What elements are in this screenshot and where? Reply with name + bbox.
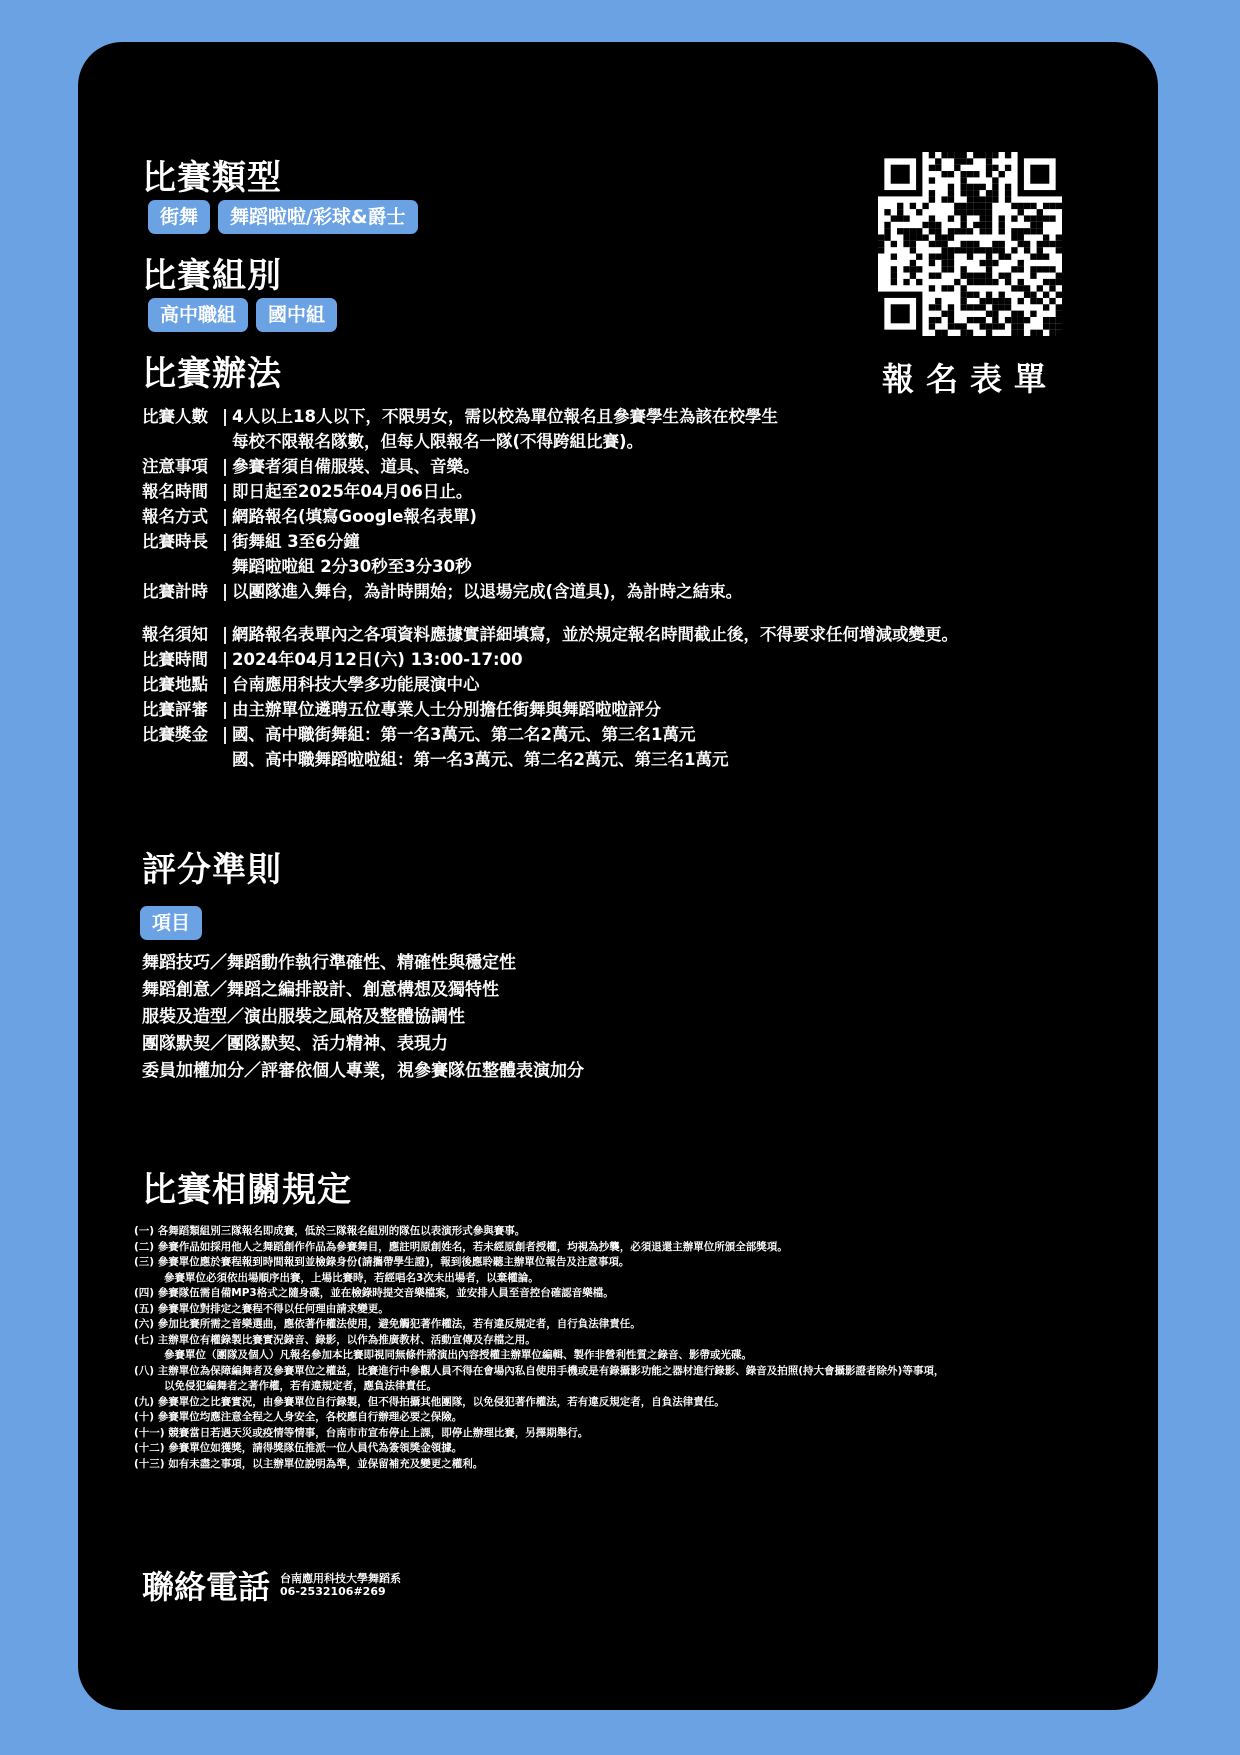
regulation-item: (七) 主辦單位有權錄製比賽實況錄音、錄影，以作為推廣教材、活動宣傳及存檔之用。: [134, 1333, 536, 1346]
rule-row: 比賽時長 | 街舞組 3至6分鐘: [142, 532, 360, 551]
regulation-item: (十三) 如有未盡之事項，以主辦單位說明為準，並保留補充及變更之權利。: [134, 1457, 484, 1470]
regulation-item: (二) 參賽作品如採用他人之舞蹈創作作品為參賽舞目，應註明原創姓名，若未經原創者授權，均視為抄襲，必須退還主辦單位所頒全部獎項。: [134, 1240, 788, 1253]
tag-cheer-jazz: 舞蹈啦啦/彩球&爵士: [218, 200, 418, 234]
competition-group-tags: [148, 298, 337, 332]
regulation-item: (九) 參賽單位之比賽實況，由參賽單位自行錄製，但不得拍攝其他團隊，以免侵犯著作權法，若有違反規定者，自負法律責任。: [134, 1395, 725, 1408]
rule-row: 比賽獎金 | 國、高中職街舞組：第一名3萬元、第二名2萬元、第三名1萬元: [142, 725, 696, 744]
criteria-item: 舞蹈創意／舞蹈之編排設計、創意構想及獨特性: [142, 980, 499, 1000]
rule-row: 舞蹈啦啦組 2分30秒至3分30秒: [232, 557, 472, 576]
poster-card: [78, 42, 1158, 1710]
rule-row: 比賽地點 | 台南應用科技大學多功能展演中心: [142, 675, 480, 694]
rule-row: 比賽評審 | 由主辦單位遴聘五位專業人士分別擔任街舞與舞蹈啦啦評分: [142, 700, 661, 719]
regulation-item: (一) 各舞蹈類組別三隊報名即成賽，低於三隊報名組別的隊伍以表演形式參與賽事。: [134, 1225, 526, 1237]
scoring-tags: [140, 906, 202, 940]
competition-type-tags: [148, 200, 418, 234]
regulation-item: (五) 參賽單位對排定之賽程不得以任何理由請求變更。: [134, 1302, 389, 1315]
competition-type-heading: 比賽類型: [142, 158, 282, 198]
rule-row: 報名方式 | 網路報名(填寫Google報名表單): [142, 507, 477, 526]
rule-row: 比賽時間 | 2024年04月12日(六) 13:00-17:00: [142, 650, 523, 669]
criteria-item: 服裝及造型／演出服裝之風格及整體協調性: [142, 1007, 465, 1027]
rule-row: 報名須知 | 網路報名表單內之各項資料應據實詳細填寫，並於規定報名時間截止後，不得要求任何增減或變更。: [142, 625, 958, 644]
regulation-item: (十) 參賽單位均應注意全程之人身安全，各校應自行辦理必要之保險。: [134, 1411, 463, 1423]
rule-row: 每校不限報名隊數，但每人限報名一隊(不得跨組比賽)。: [232, 432, 644, 451]
method-rules: [142, 404, 1122, 772]
method-heading: 比賽辦法: [142, 354, 282, 394]
scoring-heading: 評分準則: [142, 850, 282, 890]
regulation-item: (八) 主辦單位為保障編舞者及參賽單位之權益，比賽進行中參觀人員不得在會場內私自使用手機或是有錄攝影功能之器材進行錄影、錄音及拍照(持大會攝影證者除外)等事項，: [134, 1364, 945, 1377]
rule-row: 報名時間 | 即日起至2025年04月06日止。: [142, 482, 473, 501]
scoring-criteria: [142, 950, 584, 1085]
competition-group-heading: 比賽組別: [142, 256, 282, 296]
regulation-item: 參賽單位必須依出場順序出賽，上場比賽時，若經唱名3次未出場者，以棄權論。: [164, 1271, 539, 1284]
criteria-item: 團隊默契／團隊默契、活力精神、表現力: [142, 1034, 448, 1054]
contact-phone[interactable]: 06-2532106#269: [280, 1585, 386, 1598]
contact-block: [142, 1562, 401, 1608]
tag-street-dance: 街舞: [148, 200, 210, 234]
criteria-item: 舞蹈技巧／舞蹈動作執行準確性、精確性與穩定性: [142, 953, 516, 973]
criteria-item: 委員加權加分／評審依個人專業，視參賽隊伍整體表演加分: [142, 1061, 584, 1081]
regulation-item: (十一) 競賽當日若遇天災或疫情等情事，台南市市宣布停止上課，即停止辦理比賽，另擇期舉行。: [134, 1426, 589, 1439]
rule-row: 比賽人數 | 4人以上18人以下，不限男女，需以校為單位報名且參賽學生為該在校學生: [142, 407, 778, 426]
rule-row: 比賽計時 | 以團隊進入舞台，為計時開始；以退場完成(含道具)，為計時之結束。: [142, 582, 743, 601]
tag-junior-high: 國中組: [256, 298, 337, 332]
qr-code-icon[interactable]: [878, 152, 1062, 336]
qr-label: 報名表單: [881, 360, 1058, 398]
tag-high-school: 高中職組: [148, 298, 248, 332]
contact-heading: 聯絡電話: [142, 1568, 271, 1606]
regulation-item: (六) 參加比賽所需之音樂選曲，應依著作權法使用，避免觸犯著作權法，若有違反規定者，自行負法律責任。: [134, 1318, 641, 1330]
contact-org: 台南應用科技大學舞蹈系: [280, 1572, 402, 1585]
tag-items: 項目: [140, 906, 202, 940]
regulation-item: (三) 參賽單位應於賽程報到時間報到並檢錄身份(請攜帶學生證)，報到後應聆聽主辦單位報告及注意事項。: [134, 1256, 630, 1268]
rule-row: 注意事項 | 參賽者須自備服裝、道具、音樂。: [142, 457, 480, 476]
regulation-item: 以免侵犯編舞者之著作權，若有違規定者，應負法律責任。: [164, 1380, 437, 1392]
rule-row: 國、高中職舞蹈啦啦組：第一名3萬元、第二名2萬元、第三名1萬元: [232, 750, 729, 769]
regulations-list: [134, 1224, 1144, 1472]
regulation-item: (十二) 參賽單位如獲獎，請得獎隊伍推派一位人員代為簽領獎金領據。: [134, 1442, 463, 1454]
regulation-item: 參賽單位（團隊及個人）凡報名參加本比賽即視同無條件將演出內容授權主辦單位編輯、製作非營利性質之錄音、影帶或光碟。: [164, 1349, 752, 1361]
contact-details: [280, 1572, 401, 1598]
regulations-heading: 比賽相關規定: [142, 1170, 352, 1210]
regulation-item: (四) 參賽隊伍需自備MP3格式之隨身碟，並在檢錄時提交音樂檔案，並安排人員至音控台確認音樂檔。: [134, 1287, 614, 1299]
